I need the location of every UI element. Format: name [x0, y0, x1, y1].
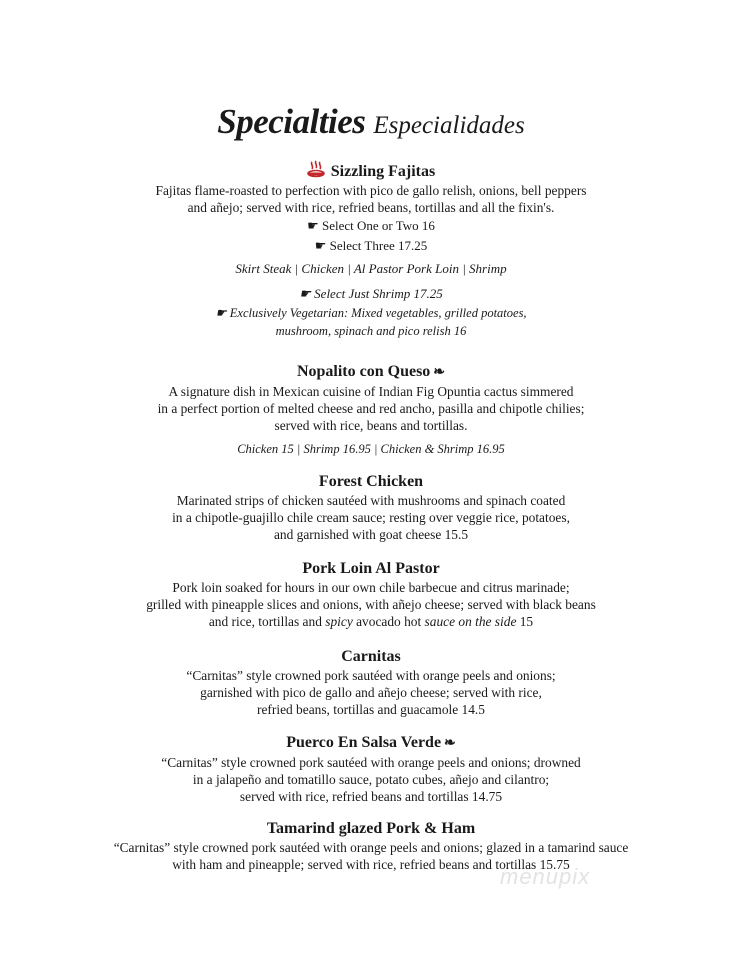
item-name: Tamarind glazed Pork & Ham	[266, 820, 476, 837]
title-sub: Especialidades	[373, 112, 525, 139]
item-name: Carnitas	[341, 648, 401, 665]
item-name: Nopalito con Queso ❧	[296, 363, 446, 380]
menu-item-salsa-verde	[0, 733, 742, 805]
item-description: “Carnitas” style crowned pork sautéed with orange peels and onions; garnished with pico de gallo and añejo cheese; served with rice, refried beans, tortillas and guacamole 14.5	[186, 668, 556, 717]
option-vegetarian: ☛ Exclusively Vegetarian: Mixed vegetables, grilled potatoes, mushroom, spinach and pico relish 16	[215, 306, 527, 338]
item-description: Pork loin soaked for hours in our own chile barbecue and citrus marinade; grilled with pineapple slices and onions, with añejo cheese; served with black beans and rice, tortillas and spicy avocado hot sauce on the side 15	[146, 580, 596, 629]
sizzling-steam-icon	[307, 160, 325, 178]
fleuron-icon: ❧	[444, 736, 456, 751]
menu-item-carnitas	[0, 647, 742, 718]
item-name: Forest Chicken	[318, 473, 424, 490]
item-description: “Carnitas” style crowned pork sautéed with orange peels and onions; glazed in a tamarind sauce with ham and pineapple; served with rice, refried beans and tortillas 15.75	[113, 840, 629, 872]
page-title	[0, 102, 742, 142]
item-description: Fajitas flame-roasted to perfection with pico de gallo relish, onions, bell peppers and añejo; served with rice, refried beans, tortillas and all the fixin's.	[155, 183, 587, 215]
fleuron-icon: ❧	[433, 365, 446, 380]
item-description: “Carnitas” style crowned pork sautéed with orange peels and onions; drowned in a jalapeño and tomatillo sauce, potato cubes, añejo and cilantro; served with rice, refried beans and tortillas 14.75	[161, 755, 581, 804]
menu-item-forest-chicken	[0, 472, 742, 543]
watermark: menupix	[500, 864, 591, 889]
title-main: Specialties	[217, 102, 366, 141]
item-name: Pork Loin Al Pastor	[302, 560, 440, 577]
item-description: A signature dish in Mexican cuisine of Indian Fig Opuntia cactus simmered in a perfect portion of melted cheese and red ancho, pasilla and chipotle chilies; served with rice, beans and tortillas.	[157, 384, 585, 433]
item-prices: Chicken 15 | Shrimp 16.95 | Chicken & Shrimp 16.95	[237, 442, 505, 456]
menu-item-fajitas	[0, 160, 742, 340]
option-select-one-two: ☛ Select One or Two 16	[307, 218, 435, 233]
menu-item-pork-al-pastor	[0, 559, 742, 630]
option-just-shrimp: ☛ Select Just Shrimp 17.25	[299, 286, 443, 301]
item-name: Sizzling Fajitas	[0, 160, 742, 182]
protein-choices: Skirt Steak | Chicken | Al Pastor Pork Loin | Shrimp	[235, 261, 507, 276]
menu-item-nopalito	[0, 362, 742, 458]
item-name: Puerco En Salsa Verde ❧	[286, 734, 456, 751]
option-select-three: ☛ Select Three 17.25	[314, 238, 428, 253]
item-description: Marinated strips of chicken sautéed with mushrooms and spinach coated in a chipotle-guajillo chile cream sauce; resting over veggie rice, potatoes, and garnished with goat cheese 15.5	[172, 493, 570, 542]
menu-item-tamarind	[0, 819, 742, 873]
